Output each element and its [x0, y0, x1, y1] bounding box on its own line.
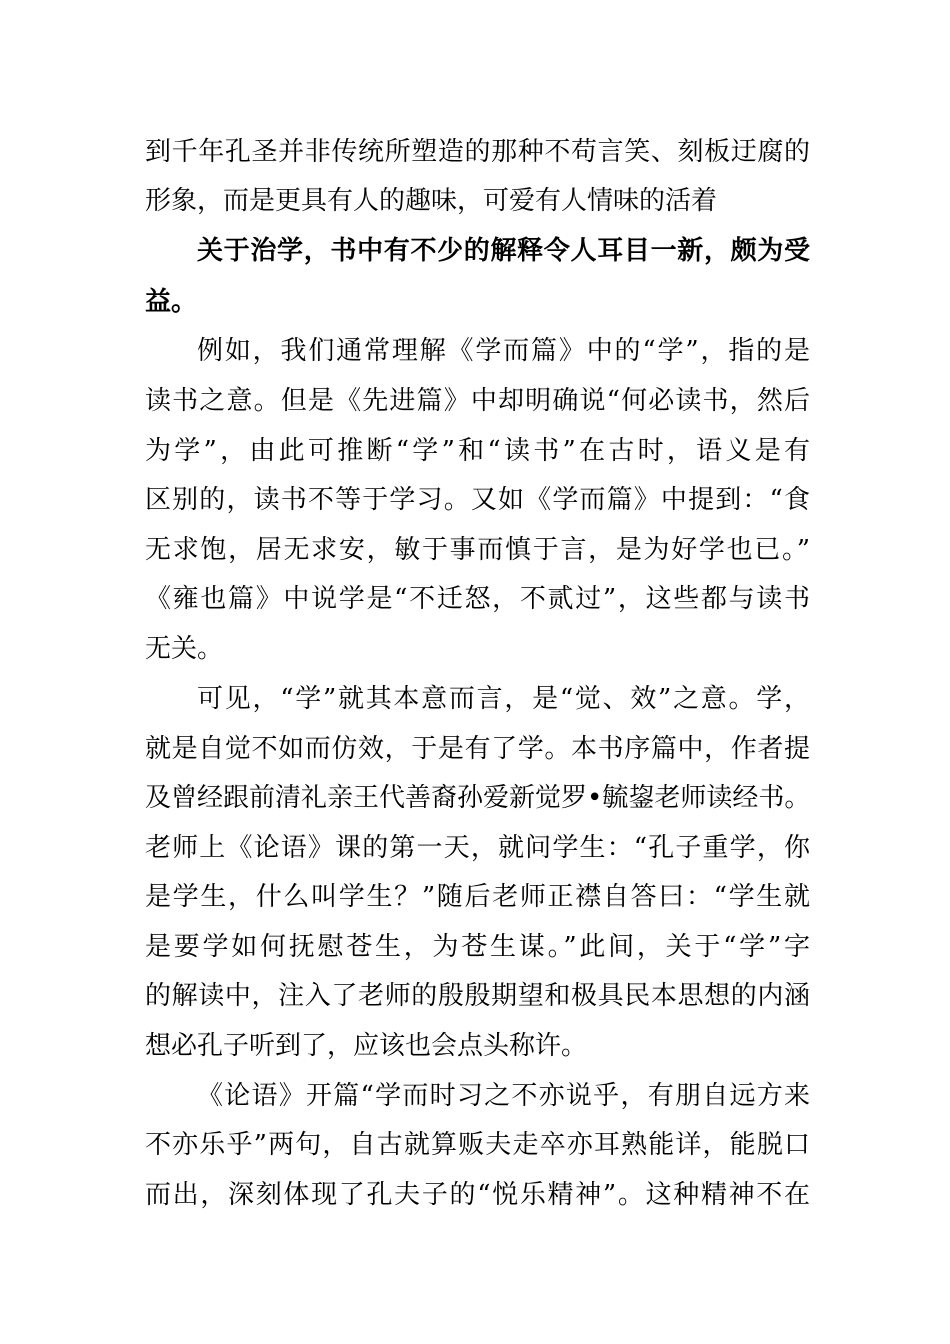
text-line: 就是自觉不如而仿效，于是有了学。本书序篇中，作者提 — [145, 734, 810, 764]
text-line: 形象，而是更具有人的趣味，可爱有人情味的活着 — [145, 186, 718, 216]
text-line: 是要学如何抚慰苍生，为苍生谋。”此间，关于“学”字 — [145, 932, 810, 962]
text-line: 《雍也篇》中说学是“不迁怒，不贰过”，这些都与读书 — [145, 584, 810, 614]
text-line: 老师上《论语》课的第一天，就问学生：“孔子重学，你 — [145, 833, 810, 863]
text-line: 读书之意。但是《先进篇》中却明确说“何必读书，然后 — [145, 386, 810, 416]
bold-text-line: 关于治学，书中有不少的解释令人耳目一新，颇为受 — [197, 236, 810, 266]
text-line: 可见，“学”就其本意而言，是“觉、效”之意。学， — [197, 684, 810, 714]
text-line: 《论语》开篇“学而时习之不亦说乎，有朋自远方来 — [197, 1081, 810, 1111]
text-line: 的解读中，注入了老师的殷殷期望和极具民本思想的内涵 — [145, 981, 810, 1011]
text-line: 区别的，读书不等于学习。又如《学而篇》中提到：“食 — [145, 485, 810, 515]
text-line: 例如，我们通常理解《学而篇》中的“学”，指的是 — [197, 336, 810, 366]
text-line: 无求饱，居无求安，敏于事而慎于言，是为好学也已。” — [145, 535, 810, 565]
bold-text-line: 益。 — [145, 287, 198, 317]
text-line: 想必孔子听到了，应该也会点头称许。 — [145, 1031, 588, 1061]
text-line: 是学生，什么叫学生？”随后老师正襟自答曰：“学生就 — [145, 882, 810, 912]
text-line: 不亦乐乎”两句，自古就算贩夫走卒亦耳熟能详，能脱口 — [145, 1130, 810, 1160]
text-line: 无关。 — [145, 634, 224, 664]
text-line: 到千年孔圣并非传统所塑造的那种不苟言笑、刻板迂腐的 — [145, 137, 810, 167]
text-line: 为学”，由此可推断“学”和“读书”在古时，语义是有 — [145, 436, 810, 466]
text-line: 及曾经跟前清礼亲王代善裔孙爱新觉罗•毓鋆老师读经书。 — [145, 783, 810, 813]
text-line: 而出，深刻体现了孔夫子的“悦乐精神”。这种精神不在 — [145, 1180, 810, 1210]
